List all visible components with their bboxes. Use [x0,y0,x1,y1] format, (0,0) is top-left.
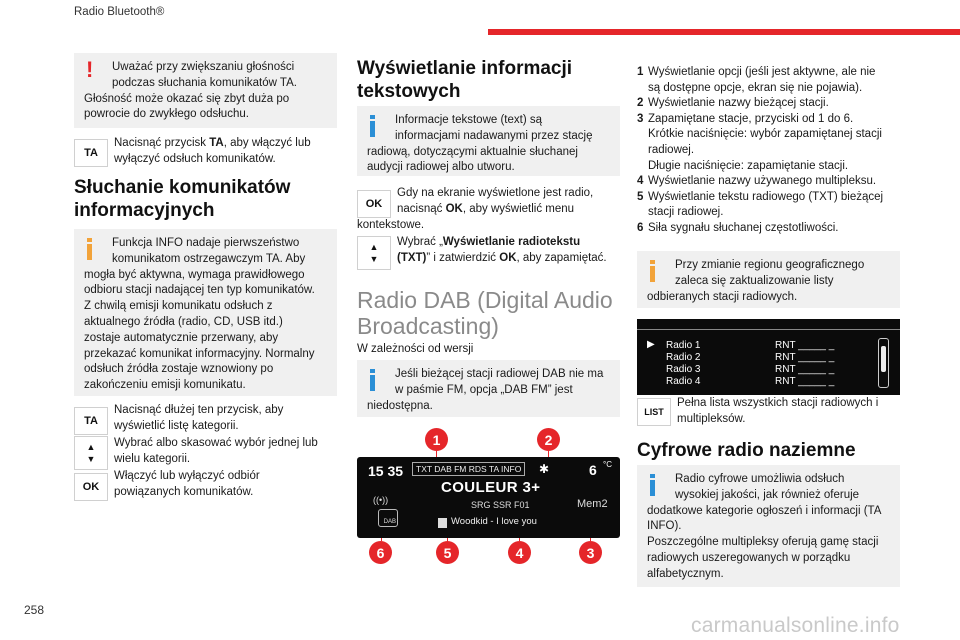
ok-key-icon: OK [357,190,391,218]
station-name: Radio 4 [666,376,701,387]
section-heading-text-info: Wyświetlanie informacji tekstowych [357,58,573,102]
play-arrow-icon: ▶ [647,339,655,350]
info-line: Funkcja INFO nadaje pierwszeństwo [112,237,300,249]
header-title: Radio Bluetooth® [74,6,165,18]
info-box-dab-fm [357,360,620,417]
ta-key-description: Nacisnąć przycisk TA, aby włączyć lub wyłączyć odsłuch komunikatów. [114,137,311,165]
ta-key-icon: TA [74,139,108,167]
info-line: mogła być aktywna, wymaga prawidłowego [84,268,305,281]
info-line: odbieranych stacji radiowych. [647,290,798,303]
bluetooth-icon: ✱ [539,462,550,476]
up-down-arrows-icon: ▲ ▼ [74,436,108,470]
warning-line: podczas słuchania komunikatów TA. [112,76,297,89]
list-key-description: Pełna lista wszystkich stacji radiowych i multipleksów. [677,397,879,425]
info-line: Informacje tekstowe (text) są [395,114,542,126]
info-line: niedostępna. [367,399,433,412]
info-line: Przy zmianie regionu geograficznego [675,259,865,271]
info-line: wysokiej jakości, jak również oferuje [675,488,860,501]
ta-long-press-description: Nacisnąć dłużej ten przycisk, aby wyświetlić listę kategorii. [114,404,284,432]
info-line: przekazać komunikat informacyjny. Normalny [84,347,315,360]
station-value: RNT _____ _ [775,352,835,363]
station-name: Radio 2 [666,352,701,363]
info-line: radiowych uszeregowanych w porządku [647,551,851,564]
station-list-screen [637,319,900,395]
ok-toggle-description: Włączyć lub wyłączyć odbiór powiązanych komunikatów. [114,470,260,498]
callout-6: 6 [369,541,392,564]
callout-1: 1 [425,428,448,451]
list-key-icon: LIST [637,398,671,426]
header-accent-bar [488,29,960,35]
screen-memory: Mem2 [577,498,608,510]
divider [637,329,900,330]
info-line: Z chwilą emisji komunikatu odsłuch z [84,300,273,313]
info-line: dodatkowe kategorie ogłoszeń i informacji (TA [647,504,882,517]
list-item: 6 Siła sygnału słuchanej częstotliwości. [637,221,839,234]
info-line: Poszczególne multipleksy oferują gamę stacji [647,536,879,549]
info-icon [87,238,92,260]
list-item: 3 Zapamiętane stacje, przyciski od 1 do 6. Krótkie naciśnięcie: wybór zapamiętanej stacji radiowej. Długie naciśnięcie: zapamiętanie stacji. [637,112,882,172]
station-name: Radio 3 [666,364,701,375]
info-line: komunikatom ostrzegawczym TA. Aby [112,252,306,265]
warning-box [74,53,337,128]
info-box-region [637,251,900,308]
info-line: zaleca się zaktualizowanie listy [675,274,834,287]
info-icon [370,115,375,137]
warning-exclamation-icon: ! [86,57,94,82]
list-item: 1 Wyświetlanie opcji (jeśli jest aktywne, ale nie są dostępne opcje, ekran się nie pojawia). [637,66,876,94]
version-note: W zależności od wersji [357,343,474,355]
section-heading-dab: Radio DAB (Digital Audio Broadcasting) [357,287,613,339]
scrollbar-thumb [881,346,886,372]
up-down-arrows-icon: ▲ ▼ [357,236,391,270]
text-icon [438,518,447,528]
screen-tags: TXT DAB FM RDS TA INFO [412,462,525,476]
info-icon [370,369,375,391]
info-line: Radio cyfrowe umożliwia odsłuch [675,473,845,485]
radiotext-select-description: Wybrać „Wyświetlanie radiotekstu (TXT)” i zatwierdzić OK, aby zapamiętać. [397,236,607,264]
ta-key-icon: TA [74,407,108,435]
callout-5: 5 [436,541,459,564]
section-heading-announcements: Słuchanie komunikatów informacyjnych [74,177,291,221]
info-line: informacjami nadawanymi przez stację [395,129,593,142]
station-name: Radio 1 [666,340,701,351]
section-heading-digital-radio: Cyfrowe radio naziemne [637,440,856,461]
info-line: alfabetycznym. [647,567,724,580]
info-line: w paśmie FM, opcja „DAB FM” jest [395,383,573,396]
screen-multiplex: SRG SSR F01 [471,500,530,510]
warning-line: Głośność może okazać się zbyt duża po [84,92,290,105]
info-line: odbioru stacji nadającej ten typ komunikatów. [84,284,315,297]
ok-key-icon: OK [74,473,108,501]
screen-time: 15 35 [368,463,404,479]
info-line: Jeśli bieżącej stacji radiowej DAB nie ma [395,368,604,380]
category-select-description: Wybrać albo skasować wybór jednej lub wielu kategorii. [114,437,318,465]
signal-strength-icon: ((•)) [373,495,389,505]
watermark: carmanualsonline.info [691,614,900,637]
screen-radiotext: Woodkid - I love you [451,516,537,527]
list-item: 5 Wyświetlanie tekstu radiowego (TXT) bieżącej stacji radiowej. [637,190,884,219]
screen-temperature-unit: °C [603,460,612,469]
info-line: INFO). [647,520,682,533]
page-number: 258 [24,603,45,617]
ok-context-menu-description: Gdy na ekranie wyświetlone jest radio, nacisnąć OK, aby wyświetlić menu kontekstowe. [357,187,594,231]
info-icon [650,474,655,496]
dab-radio-screen [357,457,620,538]
dab-icon: DAB [378,509,398,527]
info-line: aktualnego źródła (radio, CD, USB itd.) [84,315,283,328]
info-line: audycji radiowej albo utworu. [367,161,515,174]
info-line: zostaje automatycznie przerwany, aby [84,331,279,344]
info-icon [650,260,655,282]
screen-temperature: 6 [589,462,597,478]
info-line: zakończeniu emisji komunikatu. [84,379,246,392]
list-item: 2 Wyświetlanie nazwy bieżącej stacji. [637,97,829,110]
info-line: radiową, dotyczącymi aktualnie słuchanej [367,145,578,158]
info-line: odsłuch źródła zostaje wznowiony po [84,363,274,376]
list-item: 4 Wyświetlanie nazwy używanego multipleksu. [637,175,877,188]
screen-station-name: COULEUR 3+ [441,479,541,496]
callout-3: 3 [579,541,602,564]
callout-legend-list [637,65,907,237]
info-box-ta [74,229,337,396]
info-box-text [357,106,620,176]
callout-4: 4 [508,541,531,564]
station-value: RNT _____ _ [775,376,835,387]
info-box-digital-radio [637,465,900,587]
callout-2: 2 [537,428,560,451]
station-value: RNT _____ _ [775,340,835,351]
warning-line: powrocie do zwykłego odsłuchu. [84,108,249,121]
station-value: RNT _____ _ [775,364,835,375]
warning-line: Uważać przy zwiększaniu głośności [112,61,295,73]
